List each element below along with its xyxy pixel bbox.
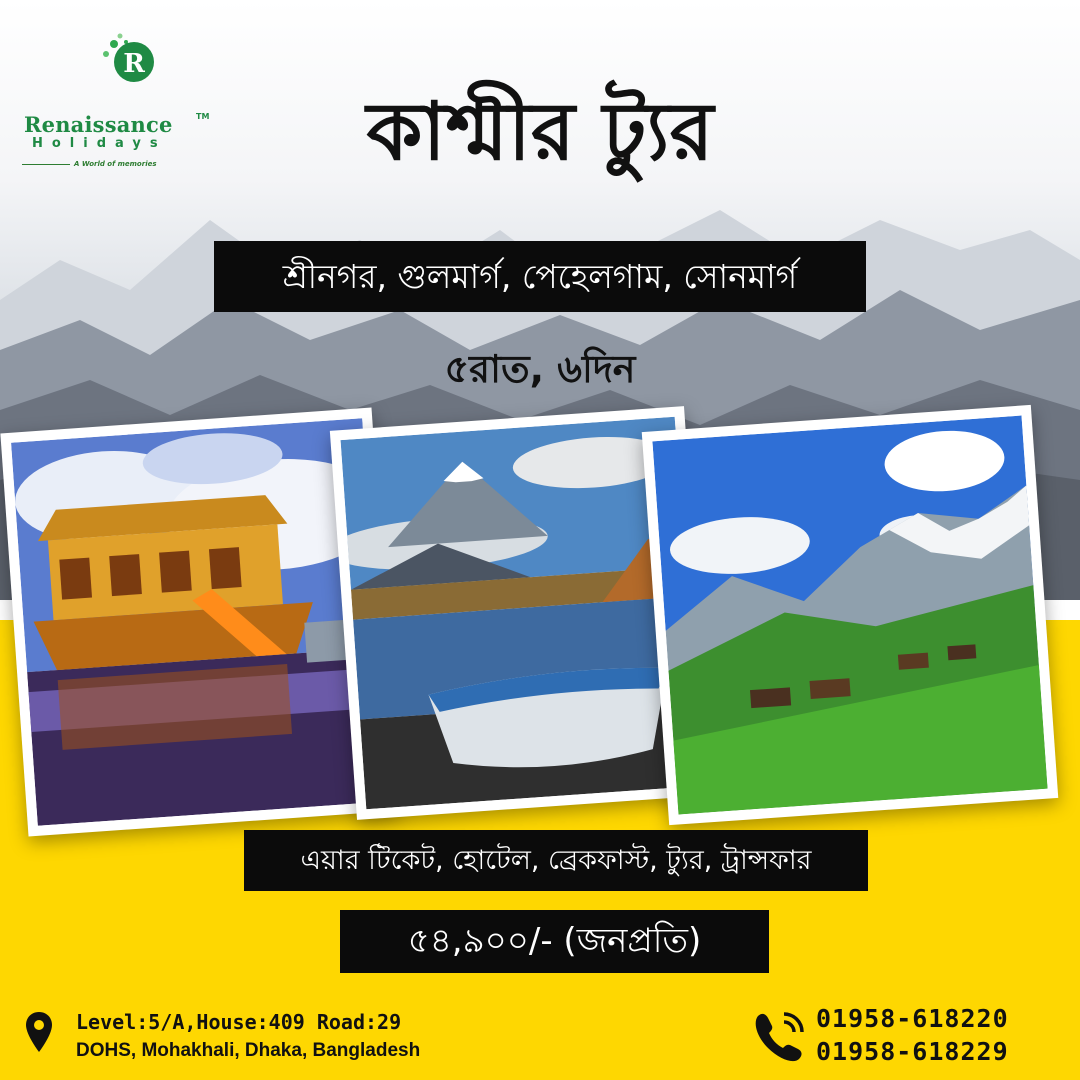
phone-number-1[interactable]: 01958-618220 — [816, 1004, 1009, 1033]
tour-title: কাশ্মীর ট্যুর — [366, 85, 714, 178]
meadow-horses-photo — [652, 416, 1047, 815]
phone-number-2[interactable]: 01958-618229 — [816, 1037, 1009, 1066]
brand-trademark: TM — [196, 112, 210, 121]
location-pin-icon — [24, 1010, 54, 1054]
phone-icon — [750, 1008, 808, 1062]
logo-r-icon — [100, 30, 162, 92]
inclusions-banner: এয়ার টিকেট, হোটেল, ব্রেকফাস্ট, ট্যুর, ট্রান্সফার — [244, 830, 868, 891]
tagline-divider — [22, 164, 70, 165]
svg-text:R: R — [123, 49, 145, 79]
brand-name: Renaissance — [24, 112, 173, 137]
brand-logo — [22, 30, 212, 168]
address-line-2: DOHS, Mohakhali, Dhaka, Bangladesh — [76, 1040, 421, 1061]
photo-card-meadow-horses — [642, 405, 1059, 825]
price-banner: ৫৪,৯০০/- (জনপ্রতি) — [340, 910, 769, 973]
destinations-banner: শ্রীনগর, গুলমার্গ, পেহেলগাম, সোনমার্গ — [214, 241, 866, 312]
brand-subtitle: Holidays — [32, 136, 167, 151]
tour-duration: ৫রাত, ৬দিন — [444, 347, 636, 391]
address-line-1: Level:5/A,House:409 Road:29 — [76, 1010, 402, 1034]
brand-tagline: A World of memories — [74, 160, 157, 168]
